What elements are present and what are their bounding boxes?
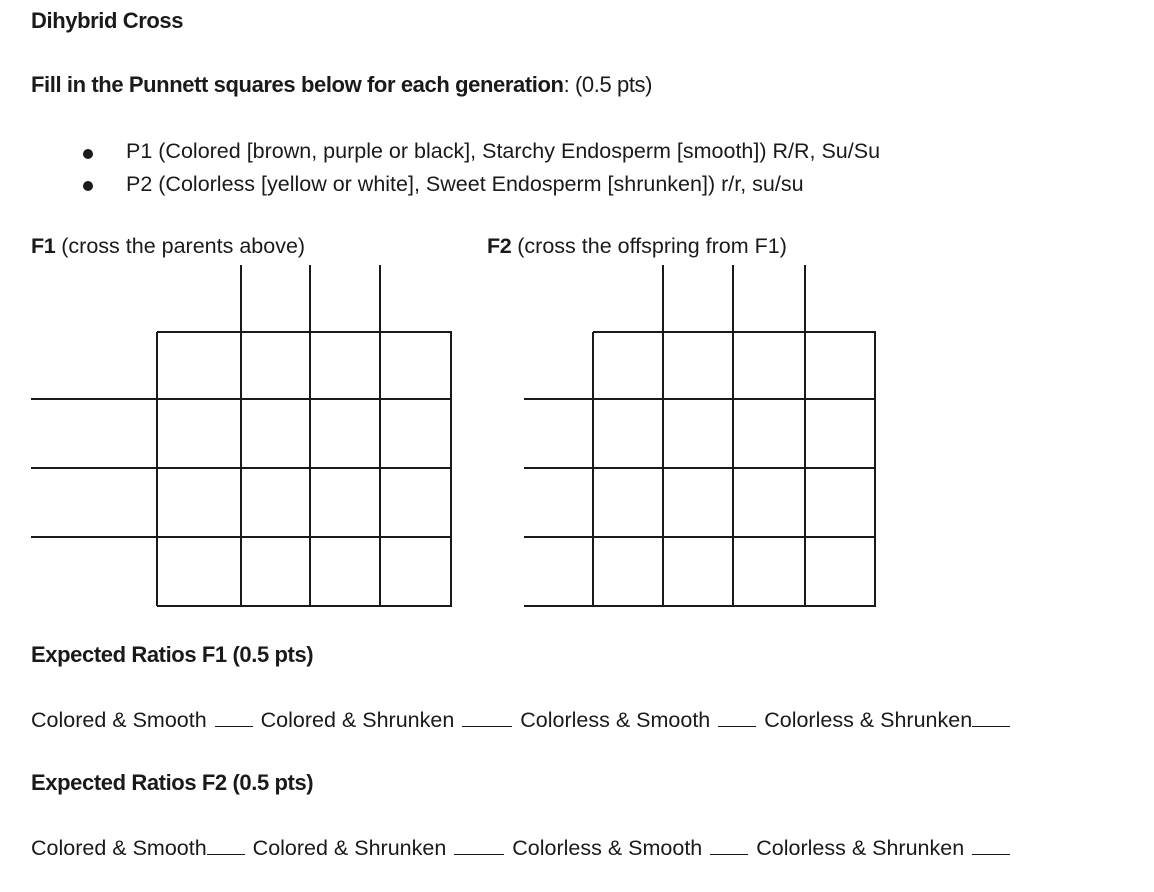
ratio-item: Colorless & Shrunken: [764, 708, 973, 732]
answer-blank[interactable]: [462, 706, 512, 727]
ratios-f1-heading: Expected Ratios F1 (0.5 pts): [31, 642, 314, 667]
f2-label-text: (cross the offspring from F1): [511, 234, 787, 258]
ratios-f2-line: [31, 834, 1012, 861]
f2-label-bold: F2: [487, 234, 512, 258]
ratio-item: Colored & Smooth: [31, 836, 207, 860]
answer-blank[interactable]: [215, 706, 253, 727]
ratio-item: Colorless & Smooth: [520, 708, 711, 732]
ratio-item: Colorless & Smooth: [512, 836, 703, 860]
f1-label-text: (cross the parents above): [55, 234, 306, 258]
ratio-item: Colored & Shrunken: [252, 836, 447, 860]
ratios-f2-heading: Expected Ratios F2 (0.5 pts): [31, 770, 314, 795]
answer-blank[interactable]: [454, 834, 504, 855]
ratios-f1-line: [31, 706, 1012, 733]
answer-blank[interactable]: [710, 834, 748, 855]
ratio-item: Colored & Shrunken: [260, 708, 455, 732]
punnett-square-f1: [31, 265, 452, 606]
answer-blank[interactable]: [972, 834, 1010, 855]
answer-blank[interactable]: [972, 706, 1010, 727]
ratio-item: Colorless & Shrunken: [756, 836, 965, 860]
ratio-item: Colored & Smooth: [31, 708, 207, 732]
punnett-square-f2: [524, 265, 876, 606]
answer-blank[interactable]: [718, 706, 756, 727]
page-title: Dihybrid Cross: [31, 8, 184, 33]
instructions-points: : (0.5 pts): [563, 72, 653, 97]
bullet-p1: P1 (Colored [brown, purple or black], Starchy Endosperm [smooth]) R/R, Su/Su: [126, 139, 881, 163]
instructions-bold: Fill in the Punnett squares below for each generation: [31, 72, 564, 97]
answer-blank[interactable]: [207, 834, 245, 855]
bullet-p2: P2 (Colorless [yellow or white], Sweet Endosperm [shrunken]) r/r, su/su: [126, 172, 804, 196]
f1-label-bold: F1: [31, 234, 56, 258]
